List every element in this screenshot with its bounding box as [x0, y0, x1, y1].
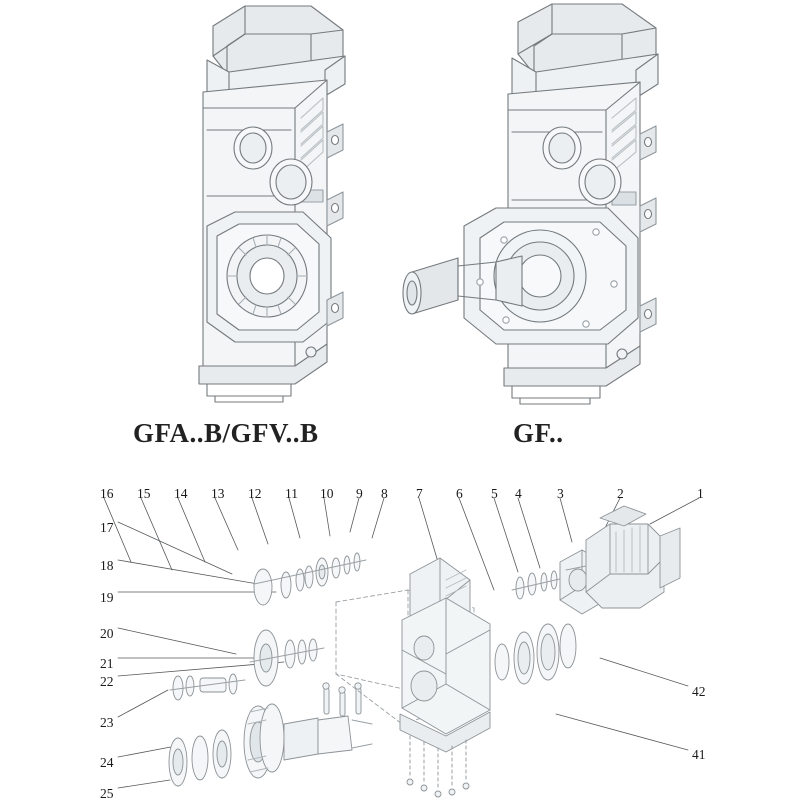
exploded-parts-view: [0, 462, 800, 800]
callout-16: 16: [100, 486, 114, 501]
exploded-parts-section: [0, 462, 800, 800]
callout-23: 23: [100, 715, 114, 730]
callout-15: 15: [137, 486, 151, 501]
callout-3: 3: [557, 486, 564, 501]
callout-2: 2: [617, 486, 624, 501]
callout-18: 18: [100, 558, 114, 573]
caption-gfab-gfvb: GFA..B/GFV..B: [133, 418, 319, 448]
callout-10: 10: [320, 486, 334, 501]
callout-20: 20: [100, 626, 114, 641]
callout-21: 21: [100, 656, 114, 671]
callout-6: 6: [456, 486, 463, 501]
callout-12: 12: [248, 486, 262, 501]
callout-42: 42: [692, 684, 706, 699]
callout-13: 13: [211, 486, 225, 501]
gearbox-solid-shaft-view: [400, 0, 720, 410]
callout-5: 5: [491, 486, 498, 501]
gearbox-hollow-shaft-view: [95, 0, 395, 410]
callout-41: 41: [692, 747, 706, 762]
callout-8: 8: [381, 486, 388, 501]
callout-4: 4: [515, 486, 522, 501]
callout-7: 7: [416, 486, 423, 501]
callout-17: 17: [100, 520, 114, 535]
callout-24: 24: [100, 755, 114, 770]
callout-25: 25: [100, 786, 114, 800]
caption-gf: GF..: [513, 418, 564, 448]
callout-14: 14: [174, 486, 188, 501]
callout-19: 19: [100, 590, 114, 605]
callout-11: 11: [285, 486, 298, 501]
callout-1: 1: [697, 486, 704, 501]
callout-22: 22: [100, 674, 114, 689]
callout-9: 9: [356, 486, 363, 501]
